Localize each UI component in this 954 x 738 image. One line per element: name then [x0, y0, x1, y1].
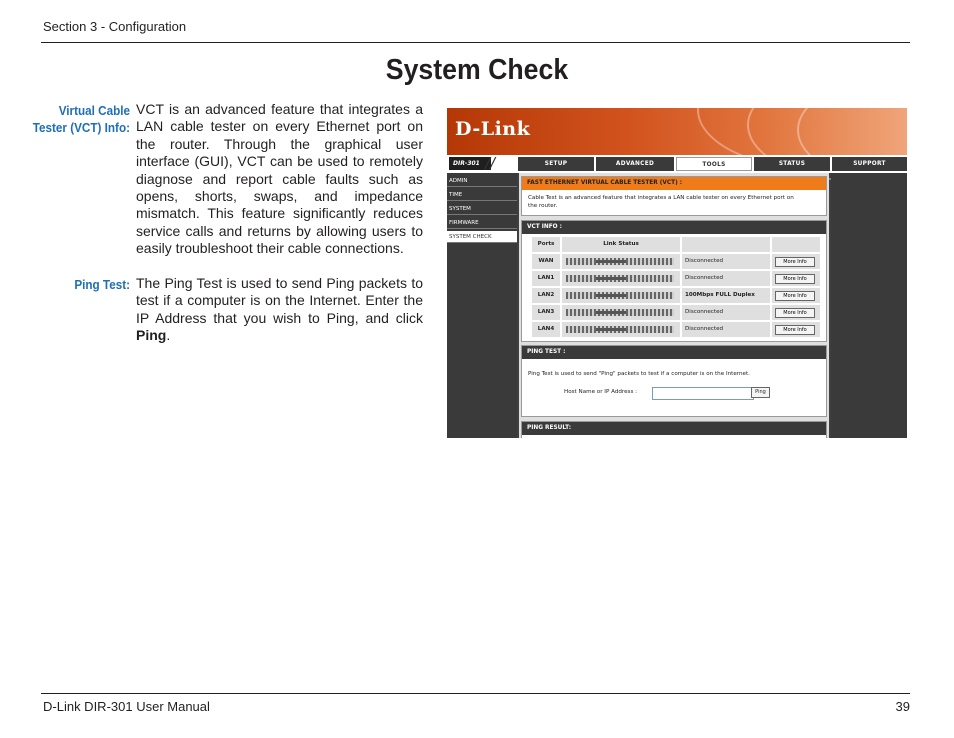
ping-result-panel	[521, 421, 827, 438]
table-row	[532, 288, 820, 303]
table-row	[532, 305, 820, 320]
nav-admin[interactable]: ADMIN	[447, 175, 517, 187]
page-number: 39	[895, 699, 910, 714]
cable-icon	[562, 271, 680, 286]
ping-side-label: Ping Test:	[74, 277, 130, 292]
dlink-banner	[447, 108, 907, 155]
slash-decoration: //	[485, 154, 496, 172]
port-label: LAN2	[532, 288, 560, 303]
tab-setup[interactable]: SETUP	[518, 157, 594, 171]
host-label: Host Name or IP Address :	[564, 389, 638, 395]
table-row	[532, 254, 820, 269]
tab-advanced[interactable]: ADVANCED	[596, 157, 674, 171]
more-info-button[interactable]: More Info	[775, 325, 815, 335]
page-title: System Check	[385, 54, 569, 86]
more-info-button[interactable]: More Info	[775, 308, 815, 318]
table-row	[532, 322, 820, 337]
link-status: Disconnected	[682, 322, 770, 337]
nav-firmware[interactable]: FIRMWARE	[447, 217, 517, 229]
left-nav	[447, 173, 517, 438]
vct-label-line1: Virtual Cable	[58, 103, 131, 118]
nav-system[interactable]: SYSTEM	[447, 203, 517, 215]
content-area	[519, 173, 829, 438]
port-label: LAN3	[532, 305, 560, 320]
vct-info-panel	[521, 220, 827, 342]
cable-icon	[562, 254, 680, 269]
ping-desc-bold: Ping	[136, 327, 167, 344]
link-status: Disconnected	[682, 305, 770, 320]
more-info-cell	[772, 288, 820, 303]
nav-system-check[interactable]: SYSTEM CHECK	[447, 231, 517, 243]
more-info-button[interactable]: More Info	[775, 257, 815, 267]
more-info-cell	[772, 305, 820, 320]
link-status: 100Mbps FULL Duplex	[682, 288, 770, 303]
col-link-status: Link Status	[562, 237, 680, 252]
ping-desc-end: .	[166, 327, 171, 344]
cable-icon	[562, 305, 680, 320]
more-info-cell	[772, 271, 820, 286]
port-label: LAN1	[532, 271, 560, 286]
col-ports: Ports	[532, 237, 560, 252]
vct-panel-desc2: the router.	[528, 203, 558, 209]
ping-button[interactable]: Ping	[751, 387, 770, 398]
vct-info-title: VCT INFO :	[522, 221, 826, 234]
section-header: Section 3 - Configuration	[43, 19, 187, 34]
vct-panel-desc1: Cable Test is an advanced feature that integrates a LAN cable tester on every Ethernet port on	[528, 195, 794, 201]
model-badge: DIR-301	[449, 157, 491, 170]
vct-panel-title: FAST ETHERNET VIRTUAL CABLE TESTER (VCT) :	[522, 177, 826, 190]
ping-description	[136, 275, 423, 345]
more-info-button[interactable]: More Info	[775, 274, 815, 284]
port-label: LAN4	[532, 322, 560, 337]
ping-desc-text: The Ping Test is used to send Ping packets to test if a computer is on the Internet. Enter the IP Address that you wish to Ping, and click	[136, 275, 423, 326]
vct-header-row	[532, 237, 820, 252]
dlink-logo: D-Link	[455, 118, 531, 140]
header-rule	[41, 42, 910, 43]
col-empty	[682, 237, 770, 252]
col-empty-2	[772, 237, 820, 252]
right-column	[831, 173, 907, 438]
host-input[interactable]	[652, 387, 754, 400]
cable-icon	[562, 288, 680, 303]
vct-label-line2: Tester (VCT) Info:	[32, 120, 131, 135]
nav-time[interactable]: TIME	[447, 189, 517, 201]
footer-title: D-Link DIR-301 User Manual	[43, 699, 210, 714]
vct-panel	[521, 176, 827, 216]
link-status: Disconnected	[682, 271, 770, 286]
more-info-button[interactable]: More Info	[775, 291, 815, 301]
port-label: WAN	[532, 254, 560, 269]
ping-test-panel	[521, 345, 827, 417]
tab-support[interactable]: SUPPORT	[832, 157, 907, 171]
table-row	[532, 271, 820, 286]
vct-description: VCT is an advanced feature that integrates a LAN cable tester on every Ethernet port on the router. Through the graphical user interface (GUI), VCT can be used to remotely diagnose and report cable faults such as opens, shorts, swaps, and impedance mismatch. This feature significantly reduces service calls and returns by allowing users to easily troubleshoot their cable connections.	[136, 101, 423, 257]
ping-test-title: PING TEST :	[522, 346, 826, 359]
tab-tools[interactable]: TOOLS	[676, 157, 752, 171]
cable-icon	[562, 322, 680, 337]
footer-rule	[41, 693, 910, 694]
vct-side-label	[27, 102, 131, 136]
router-screenshot	[447, 108, 907, 438]
ping-test-desc: Ping Test is used to send "Ping" packets to test if a computer is on the Internet.	[528, 371, 750, 377]
ping-result-title: PING RESULT:	[522, 422, 826, 435]
link-status: Disconnected	[682, 254, 770, 269]
more-info-cell	[772, 322, 820, 337]
more-info-cell	[772, 254, 820, 269]
tab-status[interactable]: STATUS	[754, 157, 830, 171]
